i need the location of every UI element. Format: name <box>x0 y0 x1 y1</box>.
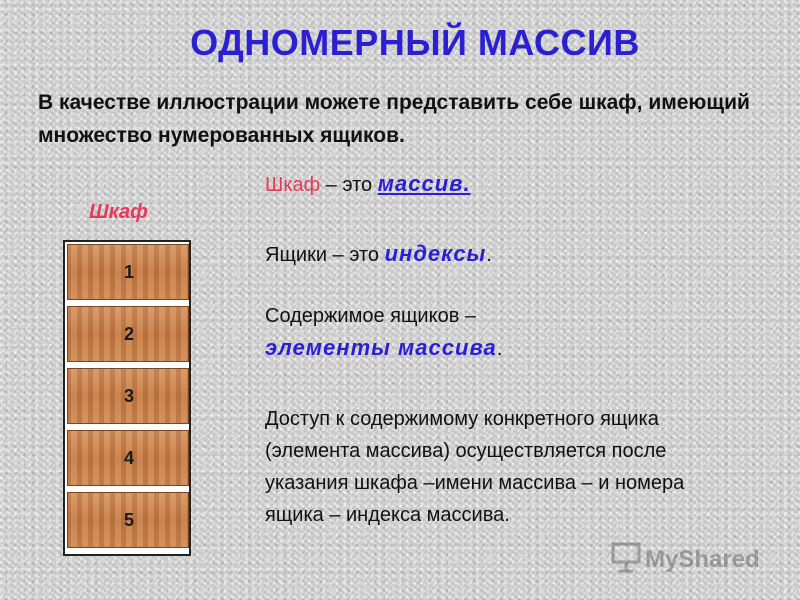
drawer-3 <box>67 368 189 424</box>
definition-drawers <box>265 241 492 267</box>
access-paragraph: Доступ к содержимому конкретного ящика (элемента массива) осуществляется после указания шкафа –имени массива – и номера ящика – индекса массива. <box>265 408 685 526</box>
term-array: массив. <box>377 171 471 196</box>
term-indexes: индексы <box>384 241 487 266</box>
drawer-number: 2 <box>124 323 135 344</box>
term-cabinet: Шкаф <box>265 174 321 196</box>
definition-contents: Содержимое ящиков – <box>265 305 477 327</box>
definition-cabinet <box>265 171 471 197</box>
page-title: ОДНОМЕРНЫЙ МАССИВ <box>190 22 640 63</box>
drawer-number: 5 <box>124 509 135 530</box>
drawer-5 <box>67 492 189 548</box>
drawer-4 <box>67 430 189 486</box>
intro-text: В качестве иллюстрации можете представить себе шкаф, имеющий множество нумерованных ящиков. <box>38 91 750 147</box>
watermark-logo <box>611 540 791 580</box>
cabinet-label: Шкаф <box>89 201 148 223</box>
drawer-number: 4 <box>124 447 135 468</box>
definition-elements <box>265 335 502 361</box>
cabinet <box>63 240 191 556</box>
punctuation: . <box>486 244 492 266</box>
drawer-2 <box>67 306 189 362</box>
punctuation: . <box>496 338 503 360</box>
drawer-1 <box>67 244 189 300</box>
term-drawers: Ящики – это <box>265 244 385 266</box>
definition-connector: – это <box>320 174 378 196</box>
term-elements: элементы массива <box>265 335 497 360</box>
drawer-number: 1 <box>124 261 135 282</box>
watermark-text: MyShared <box>645 546 760 573</box>
drawer-number: 3 <box>124 385 135 406</box>
presentation-icon <box>611 541 645 580</box>
